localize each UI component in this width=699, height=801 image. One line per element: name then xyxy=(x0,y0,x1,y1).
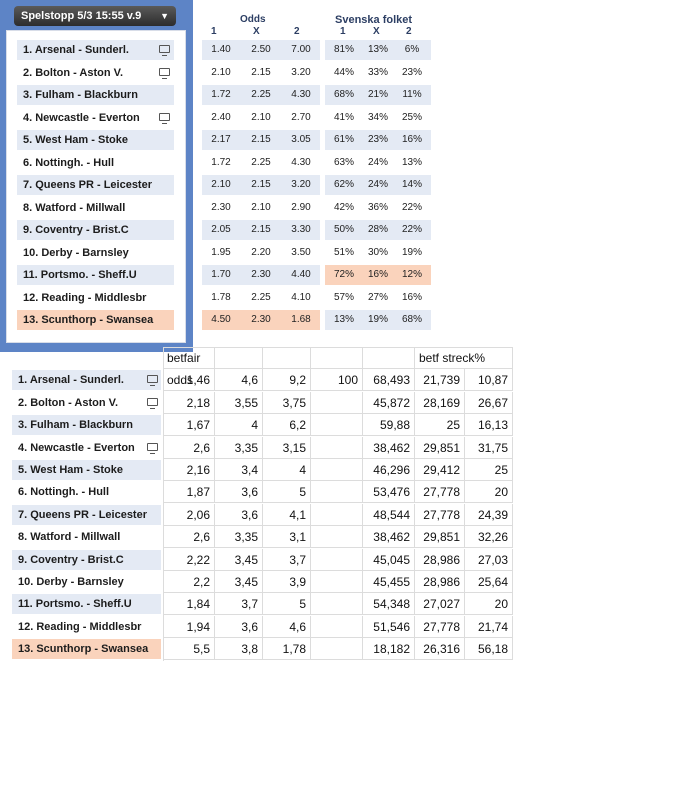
odds-cell: 7.00 xyxy=(291,44,311,55)
svenska-cell: 14% xyxy=(401,179,422,190)
betf-streck-cell: 28,986 xyxy=(415,549,465,571)
extra-cell xyxy=(311,392,363,414)
svenska-cell: 16% xyxy=(401,134,422,145)
betfair-odds-cell: 1,94 xyxy=(163,616,215,638)
sheet-match-row xyxy=(12,370,161,390)
betfair-odds-cell: 4 xyxy=(215,414,263,436)
betf-streck-cell: 16,13 xyxy=(465,414,513,436)
betfair-odds-cell: 1,67 xyxy=(163,414,215,436)
betfair-odds-cell: 6,2 xyxy=(263,414,311,436)
svenska-col-1: 1 xyxy=(340,26,346,37)
svenska-cell: 62% xyxy=(333,179,354,190)
svenska-cell: 24% xyxy=(367,157,388,168)
match-row[interactable] xyxy=(17,288,174,308)
odds-cell: 3.30 xyxy=(291,224,311,235)
svenska-cell: 68% xyxy=(401,314,422,325)
svenska-cell: 34% xyxy=(367,112,388,123)
odds-cell: 2.90 xyxy=(291,202,311,213)
betfair-odds-cell: 3,7 xyxy=(215,593,263,615)
svenska-col-2: 2 xyxy=(406,26,412,37)
betf-streck-cell: 25 xyxy=(415,414,465,436)
betfair-odds-cell: 3,15 xyxy=(263,437,311,459)
betfair-odds-cell: 2,18 xyxy=(163,392,215,414)
sheet-match-label: 3. Fulham - Blackburn xyxy=(18,419,133,431)
svenska-cell: 13% xyxy=(401,157,422,168)
extra-cell xyxy=(311,549,363,571)
match-row[interactable] xyxy=(17,40,174,60)
match-label: 6. Nottingh. - Hull xyxy=(23,157,115,169)
match-label: 2. Bolton - Aston V. xyxy=(23,67,124,79)
svenska-cell: 16% xyxy=(401,292,422,303)
svenska-cell: 21% xyxy=(367,89,388,100)
odds-cell: 2.40 xyxy=(211,112,231,123)
odds-cell: 3.50 xyxy=(291,247,311,258)
betf-streck-cell: 45,045 xyxy=(363,549,415,571)
betfair-odds-cell: 4,6 xyxy=(215,369,263,391)
betfair-odds-cell: 1,84 xyxy=(163,593,215,615)
odds-col-x: X xyxy=(253,26,260,37)
extra-cell: 100 xyxy=(311,369,363,391)
betfair-odds-cell: 3,6 xyxy=(215,481,263,503)
betfair-odds-cell: 2,06 xyxy=(163,504,215,526)
betfair-odds-cell: 3,75 xyxy=(263,392,311,414)
extra-cell xyxy=(311,526,363,548)
betf-streck-cell: 48,544 xyxy=(363,504,415,526)
odds-cell: 2.50 xyxy=(251,44,271,55)
match-row[interactable] xyxy=(17,130,174,150)
betf-streck-cell: 27,03 xyxy=(465,549,513,571)
odds-cell: 4.50 xyxy=(211,314,231,325)
sheet-cell xyxy=(263,347,311,369)
betfair-odds-cell: 1,46 xyxy=(163,369,215,391)
extra-cell xyxy=(311,616,363,638)
match-label: 5. West Ham - Stoke xyxy=(23,134,128,146)
svenska-cell: 36% xyxy=(367,202,388,213)
match-row[interactable] xyxy=(17,198,174,218)
odds-cell: 3.20 xyxy=(291,179,311,190)
odds-cell: 3.20 xyxy=(291,67,311,78)
betf-streck-cell: 18,182 xyxy=(363,638,415,660)
betfair-odds-cell: 2,6 xyxy=(163,526,215,548)
match-label: 7. Queens PR - Leicester xyxy=(23,179,152,191)
svenska-cell: 33% xyxy=(367,67,388,78)
sheet-match-label: 6. Nottingh. - Hull xyxy=(18,486,110,498)
odds-cell: 2.15 xyxy=(251,179,271,190)
odds-cell: 1.72 xyxy=(211,89,231,100)
sheet-match-label: 2. Bolton - Aston V. xyxy=(18,397,119,409)
sheet-cell xyxy=(363,347,415,369)
betfair-odds-cell: 4,1 xyxy=(263,504,311,526)
betfair-odds-cell: 3,6 xyxy=(215,504,263,526)
svenska-cell: 30% xyxy=(367,247,388,258)
betf-streck-cell: 21,739 xyxy=(415,369,465,391)
betfair-odds-cell: 5 xyxy=(263,593,311,615)
svenska-cell: 25% xyxy=(401,112,422,123)
odds-cell: 4.40 xyxy=(291,269,311,280)
extra-cell xyxy=(311,459,363,481)
odds-cell: 2.15 xyxy=(251,134,271,145)
svenska-cell: 81% xyxy=(333,44,354,55)
svenska-cell: 57% xyxy=(333,292,354,303)
odds-col-2: 2 xyxy=(294,26,300,37)
match-row[interactable] xyxy=(17,85,174,105)
betf-streck-cell: 46,296 xyxy=(363,459,415,481)
sheet-match-label: 4. Newcastle - Everton xyxy=(18,442,135,454)
betfair-odds-cell: 3,9 xyxy=(263,571,311,593)
odds-cell: 2.17 xyxy=(211,134,231,145)
svenska-cell: 11% xyxy=(402,89,422,100)
odds-cell: 2.20 xyxy=(251,247,271,258)
chevron-down-icon: ▼ xyxy=(160,11,169,21)
odds-cell: 4.30 xyxy=(291,89,311,100)
sheet-match-row xyxy=(12,460,161,480)
match-row[interactable] xyxy=(17,63,174,83)
odds-cell: 2.05 xyxy=(211,224,231,235)
sheet-match-label: 10. Derby - Barnsley xyxy=(18,576,124,588)
odds-cell: 2.25 xyxy=(251,292,271,303)
match-label: 10. Derby - Barnsley xyxy=(23,247,129,259)
odds-title: Odds xyxy=(240,14,266,25)
betf-streck-cell: 26,67 xyxy=(465,392,513,414)
betf-streck-cell: 10,87 xyxy=(465,369,513,391)
betf-streck-cell: 29,412 xyxy=(415,459,465,481)
betfair-odds-cell: 3,4 xyxy=(215,459,263,481)
betfair-odds-cell: 2,16 xyxy=(163,459,215,481)
odds-cell: 1.72 xyxy=(211,157,231,168)
extra-cell xyxy=(311,414,363,436)
betf-streck-cell: 38,462 xyxy=(363,526,415,548)
betfair-odds-cell: 3,35 xyxy=(215,437,263,459)
svenska-cell: 23% xyxy=(367,134,388,145)
match-row[interactable] xyxy=(17,243,174,263)
svenska-col-x: X xyxy=(373,26,380,37)
betf-streck-cell: 27,778 xyxy=(415,481,465,503)
betf-streck-cell: 29,851 xyxy=(415,526,465,548)
betf-streck-cell: 38,462 xyxy=(363,437,415,459)
svenska-cell: 42% xyxy=(333,202,354,213)
match-label: 4. Newcastle - Everton xyxy=(23,112,140,124)
sheet-match-row xyxy=(12,594,161,614)
match-label: 9. Coventry - Brist.C xyxy=(23,224,129,236)
sheet-top-border xyxy=(163,347,513,348)
betf-streck-cell: 28,169 xyxy=(415,392,465,414)
betfair-odds-cell: 3,35 xyxy=(215,526,263,548)
sheet-match-label: 5. West Ham - Stoke xyxy=(18,464,123,476)
betf-streck-cell: 28,986 xyxy=(415,571,465,593)
betf-streck-cell: 32,26 xyxy=(465,526,513,548)
sheet-cell xyxy=(311,347,363,369)
betfair-odds-cell: 5 xyxy=(263,481,311,503)
odds-cell: 4.30 xyxy=(291,157,311,168)
sheet-match-row xyxy=(12,438,161,458)
betf-streck-cell: 51,546 xyxy=(363,616,415,638)
betf-streck-cell: 53,476 xyxy=(363,481,415,503)
sheet-match-row xyxy=(12,482,161,502)
betfair-odds-header: betfair odds xyxy=(163,347,215,369)
widget-title-text: Spelstopp 5/3 15:55 v.9 xyxy=(21,10,142,22)
svenska-cell: 19% xyxy=(367,314,388,325)
sheet-match-label: 12. Reading - Middlesbr xyxy=(18,621,142,633)
extra-cell xyxy=(311,437,363,459)
svenska-cell: 72% xyxy=(333,269,354,280)
odds-cell: 2.70 xyxy=(291,112,311,123)
svenska-cell: 63% xyxy=(333,157,354,168)
svenska-cell: 22% xyxy=(401,224,422,235)
betfair-odds-cell: 3,55 xyxy=(215,392,263,414)
sheet-match-row xyxy=(12,572,161,592)
sheet-match-row xyxy=(12,527,161,547)
svenska-cell: 23% xyxy=(401,67,422,78)
betfair-odds-cell: 2,2 xyxy=(163,571,215,593)
tv-icon xyxy=(147,443,158,451)
betf-streck-header: betf streck% xyxy=(415,347,513,369)
match-row[interactable] xyxy=(17,265,174,285)
tv-icon xyxy=(147,398,158,406)
svenska-cell: 13% xyxy=(333,314,354,325)
match-label: 13. Scunthorp - Swansea xyxy=(23,314,154,326)
sheet-match-label: 7. Queens PR - Leicester xyxy=(18,509,147,521)
betfair-odds-cell: 3,8 xyxy=(215,638,263,660)
betf-streck-cell: 56,18 xyxy=(465,638,513,660)
svenska-cell: 44% xyxy=(333,67,354,78)
betf-streck-cell: 26,316 xyxy=(415,638,465,660)
match-label: 3. Fulham - Blackburn xyxy=(23,89,138,101)
betfair-odds-cell: 2,22 xyxy=(163,549,215,571)
odds-cell: 1.95 xyxy=(211,247,231,258)
betfair-odds-cell: 3,7 xyxy=(263,549,311,571)
betfair-odds-cell: 4 xyxy=(263,459,311,481)
sheet-match-label: 13. Scunthorp - Swansea xyxy=(18,643,149,655)
odds-cell: 2.15 xyxy=(251,67,271,78)
svenska-cell: 50% xyxy=(333,224,354,235)
extra-cell xyxy=(311,638,363,660)
betfair-odds-cell: 3,6 xyxy=(215,616,263,638)
odds-cell: 2.10 xyxy=(251,112,271,123)
betf-streck-cell: 20 xyxy=(465,593,513,615)
sheet-match-row xyxy=(12,415,161,435)
sheet-match-row xyxy=(12,393,161,413)
betfair-odds-cell: 3,45 xyxy=(215,549,263,571)
svenska-cell: 22% xyxy=(401,202,422,213)
match-row[interactable] xyxy=(17,310,174,330)
svenska-cell: 6% xyxy=(404,44,420,55)
betf-streck-cell: 29,851 xyxy=(415,437,465,459)
sheet-match-row xyxy=(12,639,161,659)
betf-streck-cell: 24,39 xyxy=(465,504,513,526)
match-row[interactable] xyxy=(17,153,174,173)
sheet-match-label: 11. Portsmo. - Sheff.U xyxy=(18,598,132,610)
svenska-title: Svenska folket xyxy=(335,14,413,26)
svenska-cell: 68% xyxy=(333,89,354,100)
betfair-odds-cell: 3,45 xyxy=(215,571,263,593)
sheet-match-label: 1. Arsenal - Sunderl. xyxy=(18,374,124,386)
betf-streck-cell: 68,493 xyxy=(363,369,415,391)
sheet-match-label: 9. Coventry - Brist.C xyxy=(18,554,124,566)
svenska-cell: 24% xyxy=(367,179,388,190)
odds-cell: 2.10 xyxy=(251,202,271,213)
odds-cell: 3.05 xyxy=(291,134,311,145)
betf-streck-cell: 25 xyxy=(465,459,513,481)
betfair-odds-cell: 3,1 xyxy=(263,526,311,548)
svenska-cell: 19% xyxy=(401,247,422,258)
sheet-match-row xyxy=(12,505,161,525)
extra-cell xyxy=(311,504,363,526)
sheet-match-row xyxy=(12,617,161,637)
betfair-odds-cell: 2,6 xyxy=(163,437,215,459)
extra-cell xyxy=(311,481,363,503)
betf-streck-cell: 54,348 xyxy=(363,593,415,615)
match-row[interactable] xyxy=(17,108,174,128)
odds-cell: 1.78 xyxy=(211,292,231,303)
tv-icon xyxy=(159,68,170,76)
odds-cell: 2.25 xyxy=(251,157,271,168)
betf-streck-cell: 27,778 xyxy=(415,504,465,526)
match-label: 1. Arsenal - Sunderl. xyxy=(23,44,129,56)
betf-streck-cell: 31,75 xyxy=(465,437,513,459)
betf-streck-cell: 20 xyxy=(465,481,513,503)
version-dropdown[interactable] xyxy=(14,6,176,26)
sheet-cell xyxy=(215,347,263,369)
svenska-cell: 16% xyxy=(367,269,388,280)
sheet-match-row xyxy=(12,550,161,570)
match-row[interactable] xyxy=(17,220,174,240)
svenska-cell: 13% xyxy=(367,44,388,55)
betfair-odds-cell: 9,2 xyxy=(263,369,311,391)
match-label: 11. Portsmo. - Sheff.U xyxy=(23,269,137,281)
extra-cell xyxy=(311,571,363,593)
tv-icon xyxy=(147,375,158,383)
odds-cell: 4.10 xyxy=(291,292,311,303)
match-row[interactable] xyxy=(17,175,174,195)
odds-cell: 2.10 xyxy=(211,179,231,190)
tv-icon xyxy=(159,113,170,121)
betf-streck-cell: 21,74 xyxy=(465,616,513,638)
odds-cell: 2.10 xyxy=(211,67,231,78)
betf-streck-cell: 27,778 xyxy=(415,616,465,638)
betf-streck-cell: 59,88 xyxy=(363,414,415,436)
odds-cell: 1.40 xyxy=(211,44,231,55)
odds-cell: 2.30 xyxy=(211,202,231,213)
betfair-odds-cell: 4,6 xyxy=(263,616,311,638)
tv-icon xyxy=(159,45,170,53)
svenska-cell: 41% xyxy=(333,112,354,123)
odds-cell: 2.30 xyxy=(251,314,271,325)
match-label: 8. Watford - Millwall xyxy=(23,202,126,214)
odds-cell: 2.30 xyxy=(251,269,271,280)
sheet-match-label: 8. Watford - Millwall xyxy=(18,531,121,543)
betf-streck-cell: 27,027 xyxy=(415,593,465,615)
betf-streck-cell: 45,455 xyxy=(363,571,415,593)
betfair-odds-cell: 1,78 xyxy=(263,638,311,660)
match-label: 12. Reading - Middlesbr xyxy=(23,292,147,304)
odds-cell: 2.15 xyxy=(251,224,271,235)
betf-streck-cell: 45,872 xyxy=(363,392,415,414)
odds-cell: 2.25 xyxy=(251,89,271,100)
betfair-odds-cell: 1,87 xyxy=(163,481,215,503)
betfair-odds-cell: 5,5 xyxy=(163,638,215,660)
betf-streck-cell: 25,64 xyxy=(465,571,513,593)
odds-cell: 1.70 xyxy=(211,269,231,280)
svenska-cell: 51% xyxy=(333,247,354,258)
svenska-cell: 28% xyxy=(367,224,388,235)
extra-cell xyxy=(311,593,363,615)
odds-col-1: 1 xyxy=(211,26,217,37)
svenska-cell: 27% xyxy=(367,292,388,303)
svenska-cell: 61% xyxy=(333,134,354,145)
odds-cell: 1.68 xyxy=(291,314,311,325)
svenska-cell: 12% xyxy=(401,269,422,280)
